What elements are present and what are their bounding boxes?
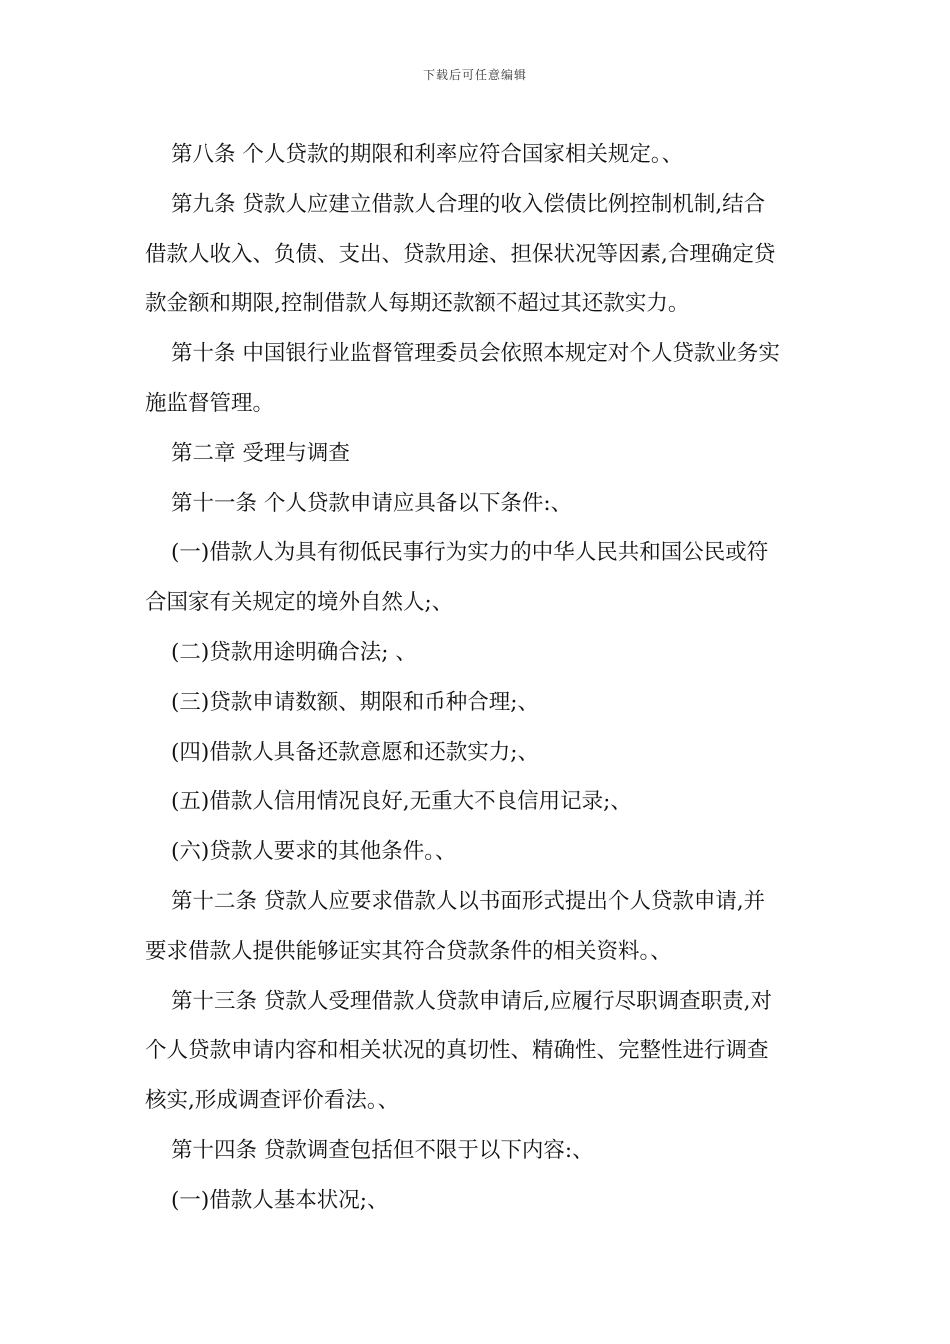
- text-line: 施监督管理。: [145, 390, 275, 416]
- text-line: (四)借款人具备还款意愿和还款实力;、: [171, 739, 540, 765]
- text-line: 核实,形成调查评价看法。、: [145, 1088, 400, 1114]
- text-line: (三)贷款申请数额、期限和币种合理;、: [171, 689, 540, 715]
- text-line: 第十四条 贷款调查包括但不限于以下内容:、: [171, 1137, 594, 1163]
- text-line: (五)借款人信用情况良好,无重大不良信用记录;、: [171, 789, 632, 815]
- document-body: [145, 130, 815, 1226]
- text-line: 第十三条 贷款人受理借款人贷款申请后,应履行尽职调查职责,对: [171, 988, 773, 1014]
- text-line: 第十二条 贷款人应要求借款人以书面形式提出个人贷款申请,并: [171, 888, 766, 914]
- text-line: 第八条 个人贷款的期限和利率应符合国家相关规定。、: [171, 142, 684, 167]
- text-line: 要求借款人提供能够证实其符合贷款条件的相关资料。、: [145, 938, 672, 964]
- text-line: (一)借款人为具有彻低民事行为实力的中华人民共和国公民或符: [171, 540, 769, 566]
- text-line: 款金额和期限,控制借款人每期还款额不超过其还款实力。: [145, 291, 690, 317]
- page-header: 下载后可任意编辑: [422, 68, 527, 82]
- text-line: 第十一条 个人贷款申请应具备以下条件:、: [171, 490, 573, 516]
- text-line: 借款人收入、负债、支出、贷款用途、担保状况等因素,合理确定贷: [145, 241, 776, 267]
- text-line: (二)贷款用途明确合法; 、: [171, 639, 417, 665]
- text-line: 合国家有关规定的境外自然人;、: [145, 590, 454, 616]
- text-line: 第九条 贷款人应建立借款人合理的收入偿债比例控制机制,结合: [171, 191, 766, 217]
- text-line: 个人贷款申请内容和相关状况的真切性、精确性、完整性进行调查: [145, 1038, 769, 1064]
- text-line: 第十条 中国银行业监督管理委员会依照本规定对个人贷款业务实: [171, 341, 780, 367]
- text-line: (一)借款人基本状况;、: [171, 1187, 389, 1213]
- text-line: 第二章 受理与调查: [171, 440, 350, 466]
- text-line: (六)贷款人要求的其他条件。、: [171, 839, 457, 865]
